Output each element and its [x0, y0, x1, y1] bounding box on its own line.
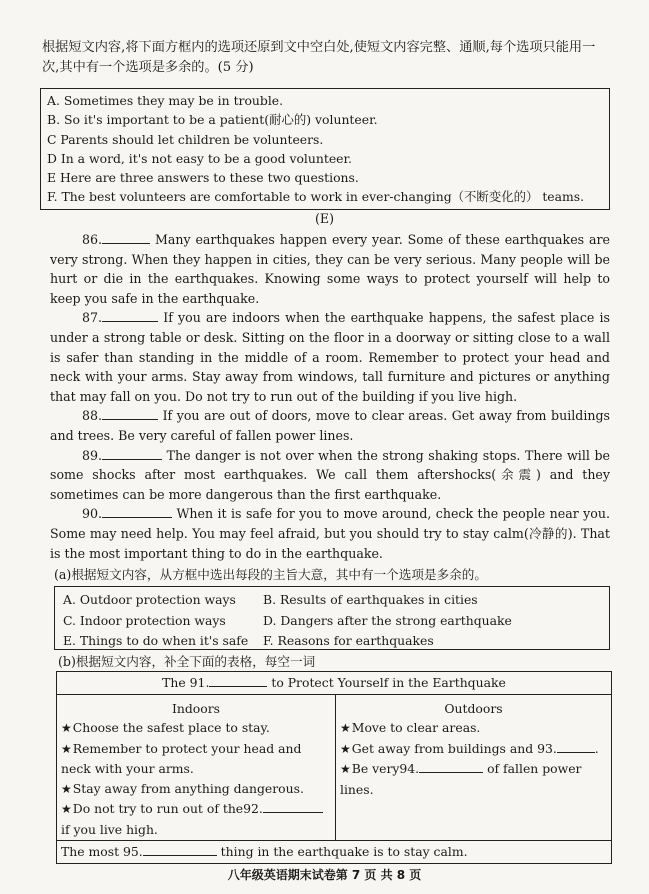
star-icon: ★: [340, 721, 351, 735]
paragraph-90: 90. When it is safe for you to move around, check the people near you. Some may need help. You may feel afraid, but you should try to stay calm(冷静的). That is the most important thing to do in the earthquake.: [50, 506, 610, 561]
paragraph-89: 89. The danger is not over when the strong shaking stops. There will be some shocks after most earthquakes. We call them aftershocks(余震) and they sometimes can be more dangerous than the first earthquake.: [50, 447, 610, 502]
main-idea-box: [54, 586, 610, 650]
star-icon: ★: [340, 762, 351, 776]
option-d: D In a word, it's not easy to be a good volunteer.: [47, 150, 352, 166]
indoors-item-2: ★Remember to protect your head and neck with your arms.: [61, 740, 302, 776]
blank-87: [102, 309, 158, 322]
main-option-b: B. Results of earthquakes in cities: [263, 592, 478, 607]
table-footer-row: The most 95. thing in the earthquake is to stay calm.: [57, 841, 612, 864]
star-icon: ★: [61, 802, 72, 816]
option-b: B. So it's important to be a patient(耐心的) volunteer.: [47, 112, 378, 128]
blank-93: [557, 740, 595, 753]
blank-91: [209, 674, 267, 687]
instruction-top: 根据短文内容,将下面方框内的选项还原到文中空白处,使短文内容完整、通顺,每个选项只能用一次,其中有一个选项是多余的。(5 分): [42, 40, 596, 75]
blank-94: [419, 760, 483, 773]
blank-92: [263, 800, 323, 813]
paragraph-88: 88. If you are out of doors, move to clear areas. Get away from buildings and trees. Be very careful of fallen power lines.: [50, 408, 610, 443]
main-option-c: C. Indoor protection ways: [63, 612, 226, 628]
star-icon: ★: [61, 741, 72, 756]
main-option-e: E. Things to do when it's safe: [63, 633, 249, 648]
section-label: (E): [314, 211, 335, 226]
page-footer: 八年级英语期末试卷第 7 页 共 8 页: [227, 868, 422, 882]
outdoors-item-3: ★Be very94. of fallen power lines.: [340, 761, 582, 797]
blank-89: [102, 447, 162, 460]
option-c: C Parents should let children be volunteers.: [47, 131, 324, 147]
outdoors-item-1: ★Move to clear areas.: [340, 720, 481, 735]
star-icon: ★: [340, 741, 351, 756]
indoors-item-1: ★Choose the safest place to stay.: [61, 720, 270, 735]
indoors-cell: [57, 694, 336, 841]
indoors-item-3: ★Stay away from anything dangerous.: [61, 780, 304, 796]
indoors-header: Indoors: [171, 700, 220, 716]
option-e: E Here are three answers to these two questions.: [47, 170, 359, 186]
blank-90: [102, 505, 172, 518]
blank-88: [102, 407, 158, 420]
option-a: A. Sometimes they may be in trouble.: [47, 93, 284, 108]
main-option-f: F. Reasons for earthquakes: [263, 633, 434, 648]
outdoors-item-2: ★Get away from buildings and 93. .: [340, 740, 599, 756]
main-option-a: A. Outdoor protection ways: [63, 592, 236, 607]
blank-86: [102, 231, 150, 244]
outdoors-header: Outdoors: [444, 700, 503, 716]
option-f: F. The best volunteers are comfortable to work in ever-changing（不断变化的） teams.: [47, 189, 585, 205]
indoors-item-4: ★Do not try to run out of the92. if you live high.: [61, 799, 331, 839]
summary-table: [56, 671, 612, 864]
outdoors-cell: [336, 694, 612, 841]
star-icon: ★: [61, 781, 72, 796]
paragraph-87: 87. If you are indoors when the earthquake happens, the safest place is under a strong table or desk. Sitting on the floor in a doorway or sitting close to a wall is safer than standing in the middle of a room. Remember to protect your head and neck with your arms. Stay away from windows, tall furniture and pictures or anything that may fall on you. Do not try to run out of the building if you live high.: [50, 310, 610, 404]
instruction-b: (b)根据短文内容，补全下面的表格，每空一词: [58, 654, 316, 669]
paragraph-86: 86. Many earthquakes happen every year. Some of these earthquakes are very strong. When they happen in cities, they can be very serious. Many people will be hurt or die in the earthquakes. Knowing some ways to protect yourself will help to keep you safe in the earthquake.: [50, 232, 610, 306]
table-title: The 91. to Protect Yourself in the Earthquake: [57, 672, 612, 695]
passage: [50, 230, 610, 563]
instruction-a: (a)根据短文内容，从方框中选出每段的主旨大意，其中有一个选项是多余的。: [54, 567, 487, 582]
star-icon: ★: [61, 721, 72, 735]
options-box-top: [40, 88, 610, 210]
blank-95: [143, 843, 217, 856]
main-option-d: D. Dangers after the strong earthquake: [263, 612, 512, 628]
